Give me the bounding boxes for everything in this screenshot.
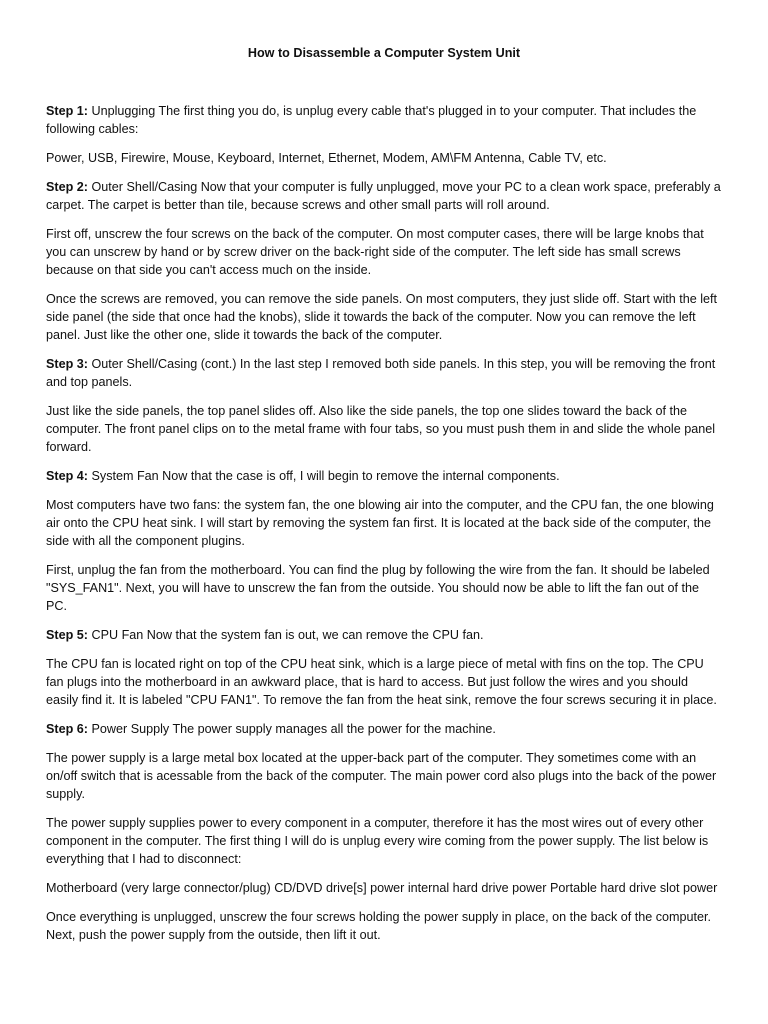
step-label: Step 2: [46, 180, 88, 194]
paragraph-text: Once everything is unplugged, unscrew the four screws holding the power supply in place, on the back of the computer. Next, push the power supply from the outside, then lift it out. [46, 910, 712, 942]
paragraph-step-3 [46, 355, 722, 391]
step-label: Step 3: [46, 357, 88, 371]
document-title: How to Disassemble a Computer System Unit [247, 46, 521, 60]
paragraph [46, 561, 722, 615]
paragraph-text: CPU Fan Now that the system fan is out, we can remove the CPU fan. [88, 628, 484, 642]
paragraph [46, 908, 722, 944]
paragraph [46, 814, 722, 868]
paragraph-text: Unplugging The first thing you do, is unplug every cable that's plugged in to your computer. That includes the following cables: [46, 104, 697, 136]
paragraph-step-4 [46, 467, 722, 485]
paragraph [46, 290, 722, 344]
paragraph [46, 496, 722, 550]
paragraph-text: First, unplug the fan from the motherboard. You can find the plug by following the wire from the fan. It should be labeled "SYS_FAN1". Next, you will have to unscrew the fan from the outside. You should now be able to lift the fan out of the PC. [46, 563, 710, 613]
paragraph-text: Power Supply The power supply manages all the power for the machine. [88, 722, 496, 736]
paragraph [46, 655, 722, 709]
paragraph-step-6 [46, 720, 722, 738]
paragraph [46, 402, 722, 456]
paragraph [46, 149, 722, 167]
paragraph-text: The CPU fan is located right on top of the CPU heat sink, which is a large piece of metal with fins on the top. The CPU fan plugs into the motherboard in an awkward place, that is hard to access. But just follow the wires and you should easily find it. It is labeled "CPU FAN1". To remove the fan from the heat sink, remove the four screws securing it in place. [46, 657, 717, 707]
step-label: Step 4: [46, 469, 88, 483]
step-label: Step 1: [46, 104, 88, 118]
paragraph [46, 225, 722, 279]
paragraph-text: Power, USB, Firewire, Mouse, Keyboard, Internet, Ethernet, Modem, AM\FM Antenna, Cable TV, etc. [46, 151, 607, 165]
step-label: Step 5: [46, 628, 88, 642]
paragraph-text: First off, unscrew the four screws on the back of the computer. On most computer cases, there will be large knobs that you can unscrew by hand or by screw driver on the back-right side of the computer. The left side has small screws because on that side you can't access much on the inside. [46, 227, 704, 277]
paragraph-text: The power supply is a large metal box located at the upper-back part of the computer. They sometimes come with an on/off switch that is acessable from the back of the computer. The main power cord also plugs into the back of the power supply. [46, 751, 717, 801]
paragraph [46, 749, 722, 803]
paragraph-text: Just like the side panels, the top panel slides off. Also like the side panels, the top one slides toward the back of the computer. The front panel clips on to the metal frame with four tabs, so you must push them in and slide the whole panel forward. [46, 404, 716, 454]
paragraph-text: Motherboard (very large connector/plug) CD/DVD drive[s] power internal hard drive power Portable hard drive slot power [46, 881, 718, 895]
paragraph [46, 879, 722, 897]
paragraph-text: Outer Shell/Casing (cont.) In the last step I removed both side panels. In this step, you will be removing the front and top panels. [46, 357, 716, 389]
paragraph-step-2 [46, 178, 722, 214]
step-label: Step 6: [46, 722, 88, 736]
paragraph-text: Once the screws are removed, you can remove the side panels. On most computers, they just slide off. Start with the left side panel (the side that once had the knobs), slide it towards the back of the computer. Now you can remove the left panel. Just like the other one, slide it towards the back of the computer. [46, 292, 718, 342]
paragraph-text: The power supply supplies power to every component in a computer, therefore it has the most wires out of every other component in the computer. The first thing I will do is unplug every wire coming from the power supply. The list below is everything that I had to disconnect: [46, 816, 709, 866]
paragraph-step-1 [46, 102, 722, 138]
paragraph-text: System Fan Now that the case is off, I will begin to remove the internal components. [88, 469, 560, 483]
paragraph-step-5 [46, 626, 722, 644]
paragraph-text: Outer Shell/Casing Now that your computer is fully unplugged, move your PC to a clean work space, preferably a carpet. The carpet is better than tile, because screws and other small parts will roll around. [46, 180, 721, 212]
paragraph-text: Most computers have two fans: the system fan, the one blowing air into the computer, and the CPU fan, the one blowing air onto the CPU heat sink. I will start by removing the system fan first. It is located at the back side of the computer, the side with all the component plugins. [46, 498, 714, 548]
